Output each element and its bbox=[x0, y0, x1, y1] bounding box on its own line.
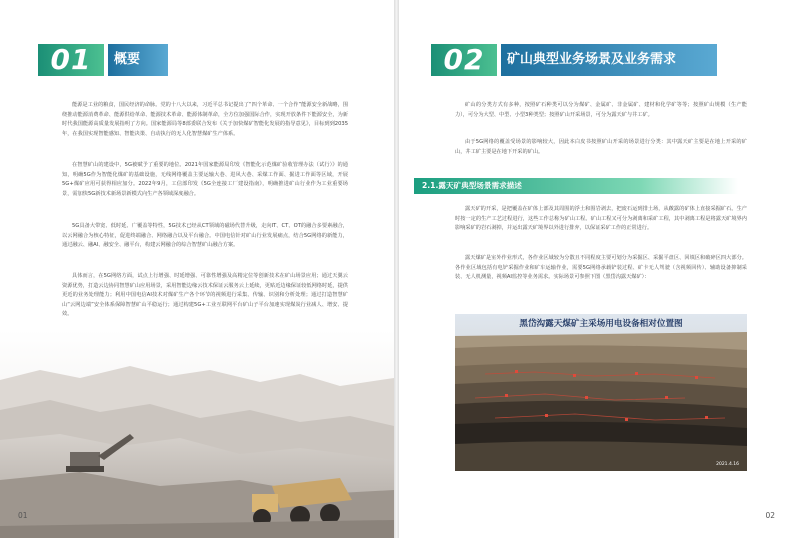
page-number: 01 bbox=[18, 511, 28, 520]
mining-scene-illustration bbox=[0, 330, 394, 538]
photo-title: 黑岱沟露天煤矿主采场用电设备相对位置图 bbox=[519, 319, 683, 329]
section-number-box bbox=[431, 44, 497, 76]
paragraph: 具体而言，在5G网络方面，试点上行增强、时延增强、可靠性增强及高精定位等创新技术在矿山场景应用；通过天翼云资源优势，打造云边协同智慧矿山应用场景，采用智能边缘云技术保证云服务云上延续，更贴近边缘保证较低网络时延，提供更近的业务处理能力；利用中国电信AI技术对煤矿生产各个环节的视频进行采集、传输、识别和分析处理；通过打造智慧矿山“云网边端”安全体系保障智慧矿山平稳运行；通过构建5G+工业互联网平台矿山子平台加速实现煤炭行业减人、增安、提效。 bbox=[62, 273, 348, 318]
left-page bbox=[0, 0, 394, 538]
section-number: 01 bbox=[50, 43, 92, 76]
paragraph: 在智慧矿山的建设中，5G被赋予了重要的地位。2021年国家能源局印发《智能化示范煤矿验收管理办法（试行）》的通知，明确5G作为智能化煤矿的基础设施，无线网络覆盖主要运输大巷、进风大巷、采煤工作面、掘进工作面等区域，开展5G+煤矿应用可获得相应加分。2022年9月，工信部印发《5G全连接工厂建设指南》，明确推进矿山行业作为工业重要场景，需加快5G新技术新场景新模式向生产各领域深度融合。 bbox=[62, 162, 348, 197]
open-pit-mine-image bbox=[455, 314, 747, 471]
page-number: 02 bbox=[765, 511, 775, 520]
section-title-box bbox=[501, 44, 717, 76]
subsection-title: 2.1.露天矿典型场景需求描述 bbox=[422, 181, 522, 190]
section-title: 概要 bbox=[114, 52, 141, 67]
paragraph: 由于5G网络的覆盖受场景的影响较大，因此本白皮书按照矿山开采的场景进行分类：其中露天矿主要是在地上开采的矿山，井工矿主要是在地下开采的矿山。 bbox=[455, 139, 747, 155]
section-title: 矿山典型业务场景及业务需求 bbox=[507, 52, 677, 67]
paragraph: 露天煤矿是室外作业形式，各作业区域较为分散且不同程度主要可划分为采掘区、采掘平盘区、回填区和破碎区四大部分。各作业区域包括有电铲采掘作业和矿车运输作业，需要5G网络承载铲装过程、矿卡无人驾驶（含视频回传）、辅助设备抑制采装、无人机测量，视频AI监控等业务需求。实际场景可参照下图（黑岱沟露天煤矿）： bbox=[455, 255, 747, 281]
subsection-header bbox=[414, 178, 738, 194]
open-pit-mine-photo bbox=[455, 314, 747, 471]
section-number: 02 bbox=[443, 43, 485, 76]
right-page bbox=[399, 0, 793, 538]
photo-date: 2021.4.16 bbox=[716, 462, 739, 467]
paragraph: 能源是工业的粮食，国民经济的命脉。党的十八大以来，习近平总书记提出了“四个革命、一个合作”能源安全新战略，围绕推动能源消费革命、能源供给革命、能源技术革命、能源体制革命，全方位加强国际合作，实现开放条件下能源安全，为新时代我国能源高质量发展指明了方向。国家能源局等8部委联合发布《关于加快煤矿智能化发展的指导意见》，目标到到2035年，在我国实现智能感知、智能决策、自动执行的无人化智慧煤矿生产体系。 bbox=[62, 102, 348, 137]
section-title-box bbox=[108, 44, 168, 76]
paragraph: 露天矿的开采，是把覆盖在矿体上部及其周围的浮土和围岩剥去，把废石运到排土场，从敞露的矿体上直接采掘矿石。生产时按一定的生产工艺过程进行，这些工作总称为矿山工程。矿山工程又可分为剥离和采矿工程，其中剥离工程是将露天矿境界内影响采矿的岩石剥掉，并运出露天矿境界以外进行排弃，以保证采矿工作的正常进行。 bbox=[455, 206, 747, 232]
paragraph: 5G具备大带宽、低时延、广覆盖等特性，5G技术已经从CT领域的磁场代替升级，走向IT、CT、OT的融合多要素融合，以云网融合为核心特征，促进终端融合、网络融合以及平台融合。中国电信针对矿山行业发展痛点，结合5G网络的新能力，通过融云、融AI、融安全、融平台，构建云网融合的综合智慧矿山融合方案。 bbox=[62, 223, 348, 249]
paragraph: 矿山的分类方式有多种，按照矿石种类可以分为煤矿、金属矿、非金属矿、建材和化学矿等等；按照矿山规模（生产能力），可分为大型、中型、小型3种类型；按照矿山开采场景，可分为露天矿与井工矿。 bbox=[455, 102, 747, 118]
section-number-box bbox=[38, 44, 104, 76]
